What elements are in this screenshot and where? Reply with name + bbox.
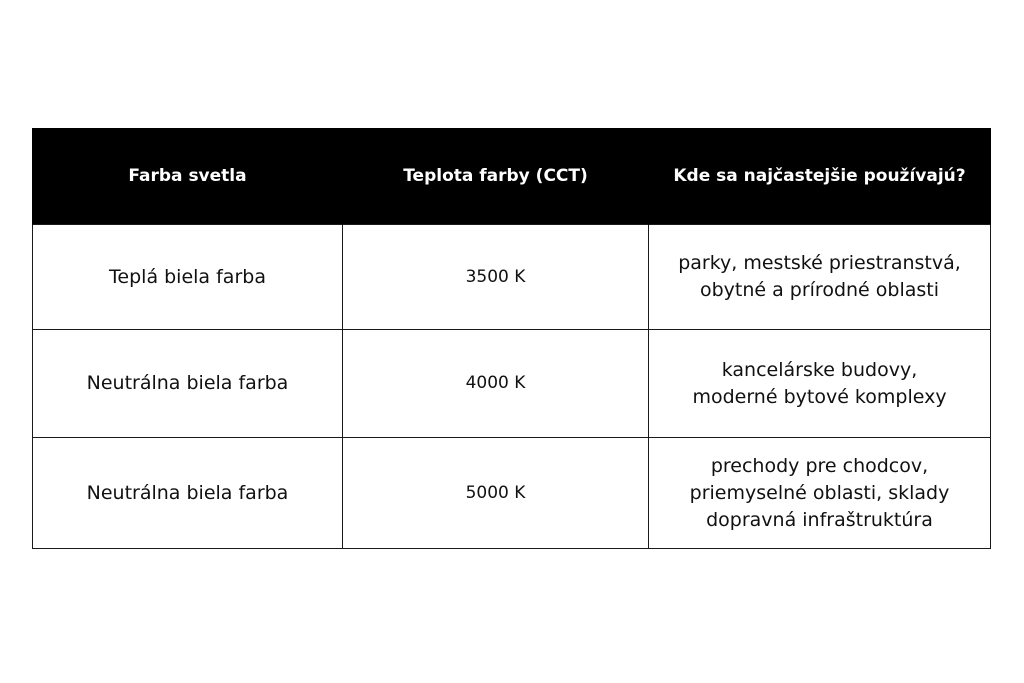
usage-line: moderné bytové komplexy [692, 385, 947, 408]
usage-line: priemyselné oblasti, sklady [689, 481, 950, 504]
usage-line: kancelárske budovy, [721, 358, 918, 381]
table-row [33, 330, 991, 438]
color-temperature-table [32, 128, 991, 549]
table-row [33, 225, 991, 330]
header-usage: Kde sa najčastejšie používajú? [649, 128, 991, 225]
table-row [33, 438, 991, 549]
cell-light-color: Neutrálna biela farba [33, 438, 343, 549]
table-body [33, 225, 991, 549]
cell-cct: 3500 K [343, 225, 649, 330]
cell-light-color: Neutrálna biela farba [33, 330, 343, 438]
usage-line: prechody pre chodcov, [710, 454, 929, 477]
color-temperature-table-container [32, 128, 990, 549]
cell-light-color: Teplá biela farba [33, 225, 343, 330]
usage-line: obytné a prírodné oblasti [699, 279, 940, 301]
cell-usage [649, 330, 991, 438]
cell-cct: 5000 K [343, 438, 649, 549]
header-light-color: Farba svetla [33, 128, 343, 225]
usage-line: parky, mestské priestranstvá, [678, 252, 961, 274]
header-color-temperature: Teplota farby (CCT) [343, 128, 649, 225]
table-header [33, 128, 991, 225]
cell-usage [649, 225, 991, 330]
usage-line: dopravná infraštruktúra [706, 508, 933, 531]
cell-usage [649, 438, 991, 549]
cell-cct: 4000 K [343, 330, 649, 438]
header-row [33, 128, 991, 225]
